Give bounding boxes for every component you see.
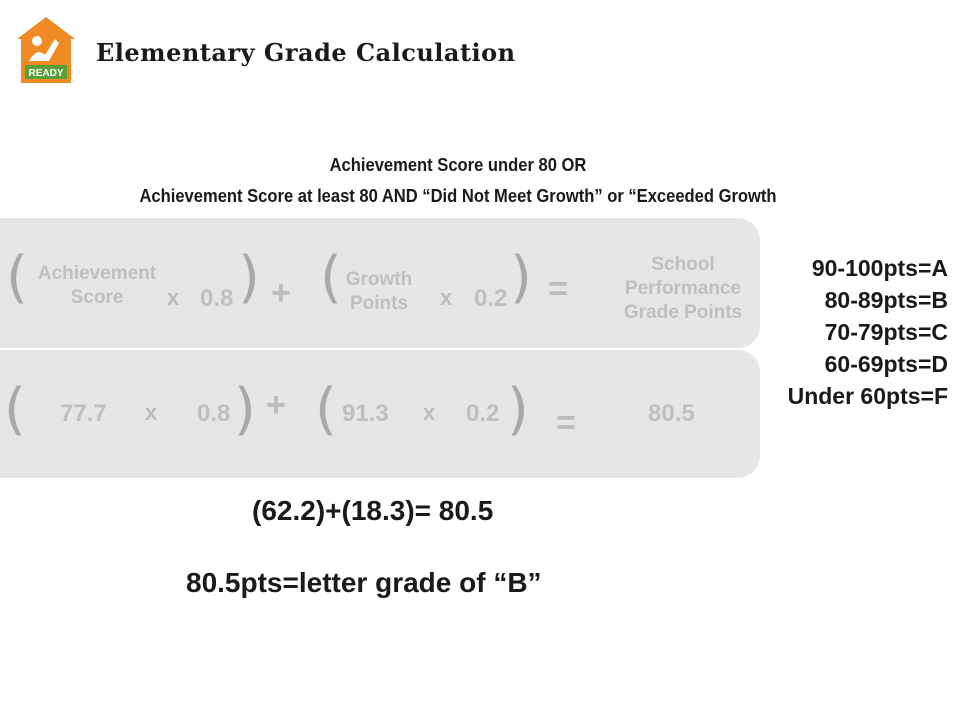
open-paren: ( bbox=[4, 377, 26, 442]
calculation: (62.2)+(18.3)= 80.5 bbox=[252, 495, 494, 526]
achievement-weight: 0.8 bbox=[200, 285, 234, 312]
logo-text: READY bbox=[28, 68, 64, 79]
close-paren: ) bbox=[507, 377, 529, 442]
example-growth-weight: 0.2 bbox=[466, 400, 500, 427]
close-paren: ) bbox=[234, 377, 256, 442]
grade-scale-d: 60-69pts=D bbox=[824, 351, 948, 377]
plus-sign: + bbox=[271, 274, 291, 312]
multiply-sign: x bbox=[145, 400, 158, 425]
achievement-score-label: Achievement Score bbox=[37, 263, 157, 308]
multiply-sign: x bbox=[423, 400, 436, 425]
grade-scale-f: Under 60pts=F bbox=[787, 383, 948, 409]
grading-scale bbox=[788, 252, 948, 412]
growth-weight: 0.2 bbox=[474, 285, 508, 312]
growth-points-label: Growth Points bbox=[345, 269, 413, 314]
close-paren: ) bbox=[510, 245, 532, 310]
open-paren: ( bbox=[320, 245, 342, 310]
school-performance-grade-points-label: School Performance Grade Points bbox=[623, 254, 743, 323]
letter-grade-result: 80.5pts=letter grade of “B” bbox=[186, 567, 542, 598]
multiply-sign: x bbox=[440, 285, 453, 310]
close-paren: ) bbox=[238, 245, 260, 310]
page-title: Elementary Grade Calculation bbox=[96, 38, 516, 67]
grade-scale-c: 70-79pts=C bbox=[824, 319, 948, 345]
open-paren: ( bbox=[315, 377, 337, 442]
example-achievement-score: 77.7 bbox=[60, 400, 107, 427]
multiply-sign: x bbox=[167, 285, 180, 310]
open-paren: ( bbox=[6, 245, 28, 310]
grade-scale-a: 90-100pts=A bbox=[811, 255, 948, 281]
condition-line-1: Achievement Score under 80 OR bbox=[329, 155, 587, 175]
plus-sign: + bbox=[266, 386, 286, 424]
example-growth-points: 91.3 bbox=[342, 400, 389, 427]
equals-sign: = bbox=[556, 404, 576, 442]
example-result: 80.5 bbox=[648, 400, 695, 427]
example-achievement-weight: 0.8 bbox=[197, 400, 231, 427]
grade-scale-b: 80-89pts=B bbox=[824, 287, 948, 313]
equals-sign: = bbox=[548, 270, 568, 308]
ready-logo bbox=[15, 15, 77, 85]
condition-line-2: Achievement Score at least 80 AND “Did Not Meet Growth” or “Exceeded Growth bbox=[139, 186, 777, 206]
